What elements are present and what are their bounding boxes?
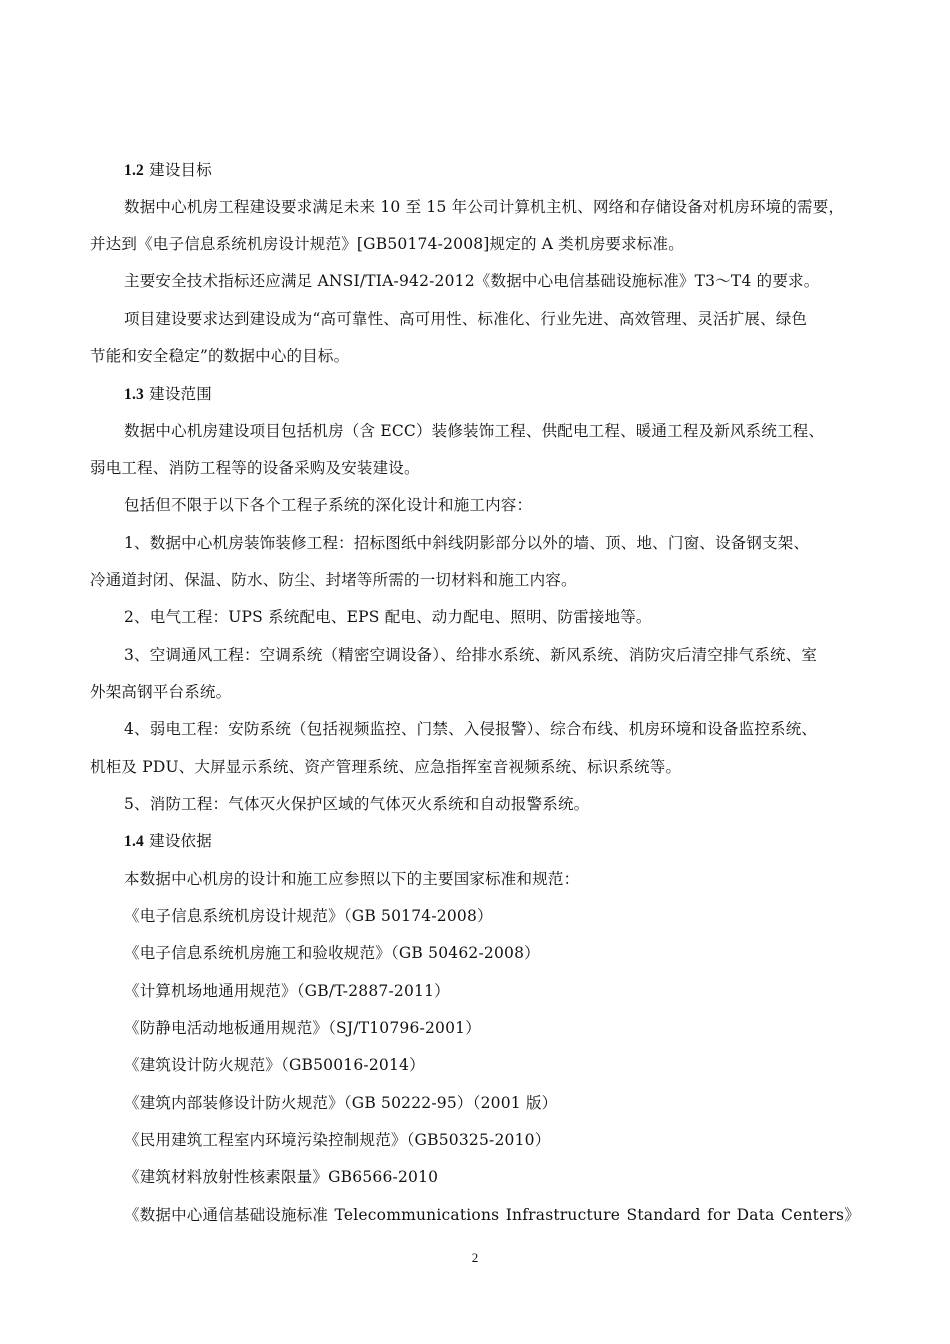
paragraph-line: 项目建设要求达到建设成为“高可靠性、高可用性、标准化、行业先进、高效管理、灵活扩展、绿色	[124, 310, 808, 328]
section-number: 1.4	[124, 833, 144, 850]
section-number: 1.3	[124, 386, 144, 403]
list-item-line: 2、电气工程：UPS 系统配电、EPS 配电、动力配电、照明、防雷接地等。	[124, 608, 652, 626]
paragraph-line: 并达到《电子信息系统机房设计规范》[GB50174-2008]规定的 A 类机房要求标准。	[90, 235, 684, 253]
paragraph-line: 主要安全技术指标还应满足 ANSI/TIA-942-2012《数据中心电信基础设施标准》T3～T4 的要求。	[124, 272, 820, 290]
standard-item-justified	[124, 1205, 860, 1225]
text-fragment: Standard	[626, 1206, 701, 1224]
standard-item: 《计算机场地通用规范》（GB/T-2887-2011）	[124, 982, 450, 1000]
text-fragment: Telecommunications	[334, 1206, 500, 1224]
standard-item: 《建筑内部装修设计防火规范》（GB 50222-95）（2001 版）	[124, 1094, 558, 1112]
section-title: 建设目标	[149, 161, 212, 179]
standard-item: 《建筑设计防火规范》（GB50016-2014）	[124, 1056, 425, 1074]
text-fragment: Data	[736, 1206, 775, 1224]
standard-item: 《建筑材料放射性核素限量》GB6566-2010	[124, 1168, 439, 1186]
list-item-line: 4、弱电工程：安防系统（包括视频监控、门禁、入侵报警）、综合布线、机房环境和设备监控系统、	[124, 720, 818, 738]
text-fragment: 《数据中心通信基础设施标准	[124, 1206, 329, 1224]
list-item-line: 外架高钢平台系统。	[90, 683, 232, 701]
page-number: 2	[471, 1250, 479, 1265]
section-heading-1-4	[124, 831, 212, 852]
paragraph-line: 数据中心机房工程建设要求满足未来 10 至 15 年公司计算机主机、网络和存储设备对机房环境的需要，	[124, 198, 845, 216]
section-heading-1-2	[124, 160, 212, 181]
list-item-line: 冷通道封闭、保温、防水、防尘、封堵等所需的一切材料和施工内容。	[90, 571, 577, 589]
paragraph-line: 本数据中心机房的设计和施工应参照以下的主要国家标准和规范：	[124, 870, 580, 888]
paragraph-line: 数据中心机房建设项目包括机房（含 ECC）装修装饰工程、供配电工程、暖通工程及新风系统工程、	[124, 422, 825, 440]
text-fragment: Centers》	[781, 1206, 860, 1224]
paragraph-line: 包括但不限于以下各个工程子系统的深化设计和施工内容：	[124, 496, 533, 514]
standard-item: 《电子信息系统机房施工和验收规范》（GB 50462-2008）	[124, 944, 540, 962]
standard-item: 《防静电活动地板通用规范》（SJ/T10796-2001）	[124, 1019, 481, 1037]
standard-item: 《电子信息系统机房设计规范》（GB 50174-2008）	[124, 907, 493, 925]
section-number: 1.2	[124, 162, 144, 179]
list-item-line: 1、数据中心机房装饰装修工程：招标图纸中斜线阴影部分以外的墙、顶、地、门窗、设备钢支架、	[124, 534, 810, 552]
section-title: 建设范围	[149, 385, 212, 403]
section-heading-1-3	[124, 384, 212, 405]
text-fragment: Infrastructure	[505, 1206, 621, 1224]
standard-item: 《民用建筑工程室内环境污染控制规范》（GB50325-2010）	[124, 1131, 551, 1149]
list-item-line: 5、消防工程：气体灭火保护区域的气体灭火系统和自动报警系统。	[124, 795, 590, 813]
list-item-line: 机柜及 PDU、大屏显示系统、资产管理系统、应急指挥室音视频系统、标识系统等。	[90, 758, 682, 776]
paragraph-line: 节能和安全稳定”的数据中心的目标。	[90, 347, 350, 365]
section-title: 建设依据	[149, 832, 212, 850]
list-item-line: 3、空调通风工程：空调系统（精密空调设备）、给排水系统、新风系统、消防灾后清空排气系统、室	[124, 646, 818, 664]
text-fragment: for	[707, 1206, 731, 1224]
paragraph-line: 弱电工程、消防工程等的设备采购及安装建设。	[90, 459, 420, 477]
